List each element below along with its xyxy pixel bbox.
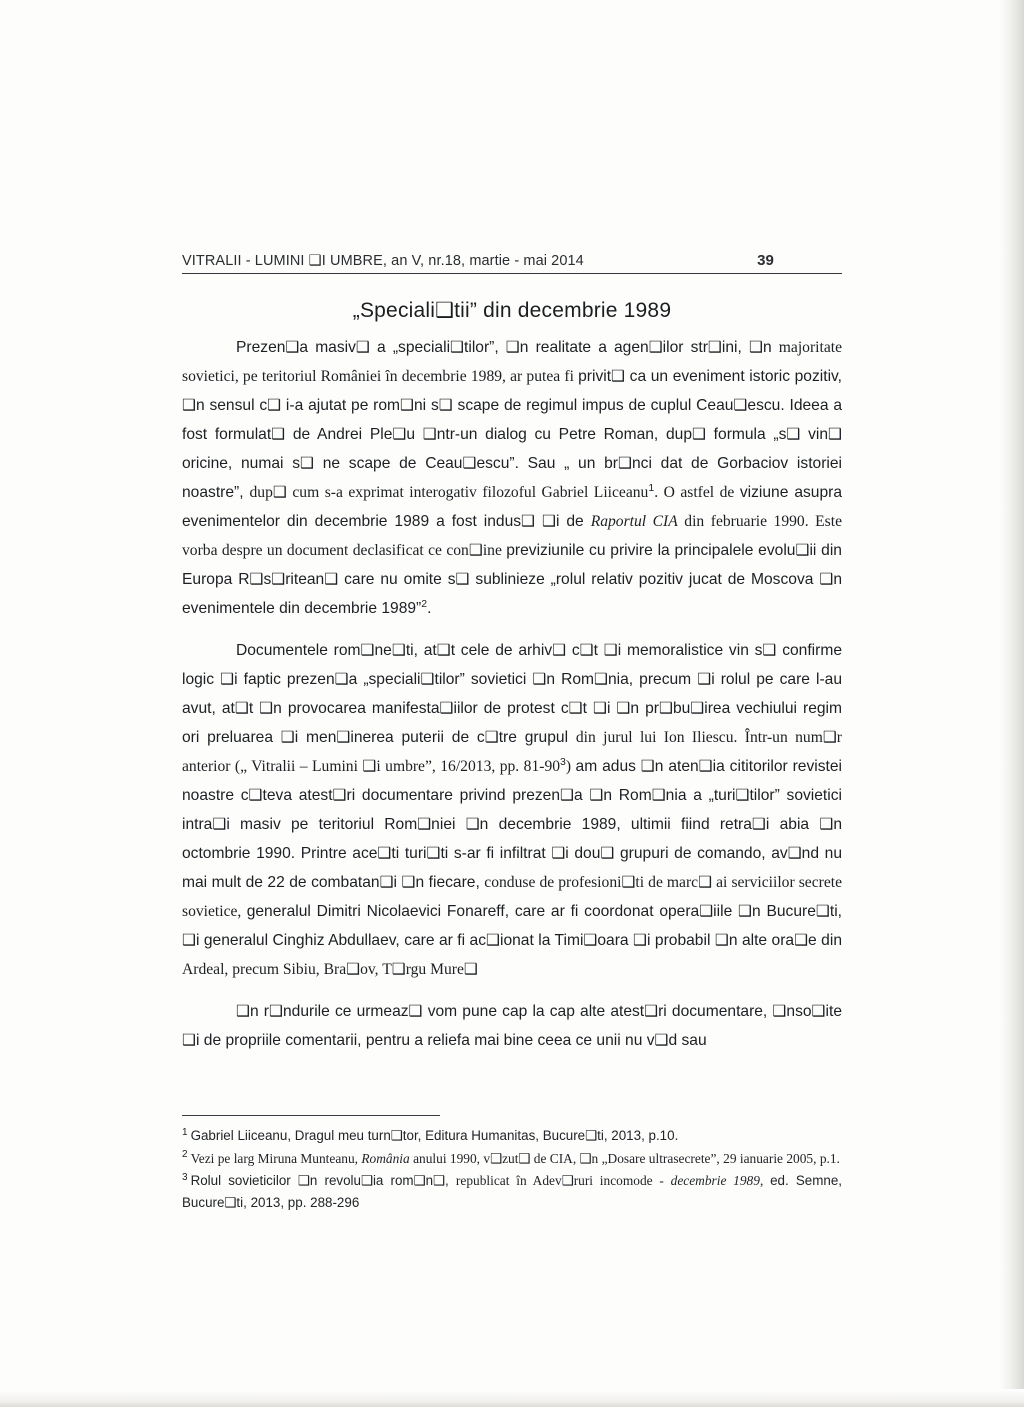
text-run: privit❑ ca un eveniment istoric pozitiv, ❑n sensul c❑ i-a ajutat pe rom❑ni s❑ scape de regimul impus de cuplul Ceau❑escu. Ideea a fost formulat❑ de Andrei Ple❑u ❑ntr-un dialog cu Petre Roman, dup❑ formula „s❑ vin❑ oricine, numai s❑ ne scape de Ceau❑escu”. Sau „ un br❑nci dat de Gorbaciov istoriei noastre”, (182, 368, 843, 501)
scan-edge-bottom (0, 1389, 1024, 1407)
paragraph (182, 333, 842, 623)
footnote-reference: 3 (560, 755, 566, 768)
text-run: . (427, 600, 432, 617)
text-run: decembrie 1989 (670, 1173, 760, 1189)
article-title: „Speciali❑tii” din decembrie 1989 (352, 299, 672, 322)
text-run: ed. Semne, Bucure❑ti, 2013, pp. 288-296 (182, 1173, 842, 1210)
text-run: conduse de profesioni❑ti de marc❑ ai serviciilor secrete sovietice, (182, 874, 842, 920)
footnote-section (182, 1115, 842, 1213)
text-run: ) (565, 758, 576, 775)
text-run: ❑n r❑ndurile ce urmeaz❑ vom pune cap la cap alte atest❑ri documentare, ❑nso❑ite ❑i de propriile comentarii, pentru a reliefa mai bine ceea ce unii nu v❑d sau (182, 1003, 842, 1049)
text-run: previziunile cu privire la principalele evolu❑ii din Europa R❑s❑ritean❑ care nu omite s❑ sublinieze „rolul relativ pozitiv jucat de Moscova ❑n evenimentele din decembrie 1989” (182, 542, 842, 617)
footnote-marker: 1 (182, 1126, 188, 1138)
text-run: , (759, 1173, 771, 1189)
page-number: 39 (757, 252, 774, 269)
footnote-reference: 1 (648, 481, 655, 494)
text-run: republicat în Adev❑ruri incomode - (455, 1173, 671, 1189)
text-run: din jurul lui Ion Iliescu. Într-un num❑r anterior („ Vitralii – Lumini ❑i umbre”, 16/2013, pp. 81-90 (182, 729, 842, 775)
text-run: am adus ❑n aten❑ia cititorilor revistei noastre c❑teva atest❑ri documentare privind prezen❑a ❑n Rom❑nia a „turi❑tilor” sovietici intra❑i masiv pe teritoriul Rom❑niei ❑n decembrie 1989, ultimii fiind retra❑i abia ❑n octombrie 1990. Printre ace❑ti turi❑ti s-ar fi infiltrat ❑i dou❑ grupuri de comando, av❑nd nu mai mult de 22 de combatan❑i ❑n fiecare, (182, 758, 843, 891)
text-run: . O astfel de (654, 484, 740, 501)
paragraph (182, 636, 842, 984)
page-content (182, 252, 842, 1055)
text-run: Rolul sovieticilor ❑n revolu❑ia rom❑n❑, (190, 1173, 456, 1189)
text-run: Raportul CIA (590, 513, 678, 530)
footnote-marker: 3 (182, 1171, 188, 1183)
footnote (182, 1125, 842, 1147)
text-run: Prezen❑a masiv❑ a „speciali❑tilor”, ❑n realitate a agen❑ilor str❑ini, ❑n (236, 339, 779, 356)
text-run: România (361, 1150, 410, 1166)
text-run: Vezi pe larg Miruna Munteanu, (190, 1150, 362, 1166)
scan-edge-right (998, 0, 1024, 1407)
running-head (182, 252, 842, 274)
text-run: Documentele rom❑ne❑ti, at❑t cele de arhiv❑ c❑t ❑i memoralistice vin s❑ confirme logic ❑i faptic prezen❑a „speciali❑tilor” sovietici ❑n Rom❑nia, precum ❑i rolul pe care l-au avut, at❑t ❑n provocarea manifesta❑iilor de protest c❑t ❑i ❑n pr❑bu❑irea vechiului regim ori preluarea ❑i men❑inerea puterii de c❑tre grupul (182, 642, 842, 746)
text-run: generalul Dimitri Nicolaevici Fonareff, care ar fi coordonat opera❑iile ❑n Bucure❑ti, ❑i generalul Cinghiz Abdullaev, care ar fi ac❑ionat la Timi❑oara ❑i probabil ❑n alte ora❑e din (182, 903, 842, 949)
running-head-text: VITRALII - LUMINI ❑I UMBRE, an V, nr.18, martie - mai 2014 (182, 253, 584, 269)
text-run: dup❑ cum s-a exprimat interogativ filozoful Gabriel Liiceanu (249, 484, 649, 501)
paragraph (182, 997, 842, 1055)
footnote (182, 1148, 842, 1170)
footnote-marker: 2 (182, 1149, 188, 1161)
footnote (182, 1170, 842, 1213)
footnote-reference: 2 (421, 597, 428, 610)
footnote-separator (182, 1115, 440, 1116)
text-run: din februarie 1990. Este vorba despre un document declasificat ce con❑ine (182, 513, 842, 559)
article-body (182, 333, 842, 1055)
text-run: majoritate sovietici, pe teritoriul României în decembrie 1989, ar putea fi (182, 339, 842, 385)
text-run: Gabriel Liiceanu, Dragul meu turn❑tor, Editura Humanitas, Bucure❑ti, 2013, p.10. (190, 1128, 679, 1144)
text-run: Ardeal, precum Sibiu, Bra❑ov, T❑rgu Mure❑ (182, 961, 478, 978)
text-run: anului 1990, v❑zut❑ de CIA, ❑n „Dosare ultrasecrete”, 29 ianuarie 2005, p.1. (409, 1150, 840, 1166)
text-run: viziune asupra evenimentelor din decembrie 1989 a fost indus❑ ❑i de (182, 484, 842, 530)
